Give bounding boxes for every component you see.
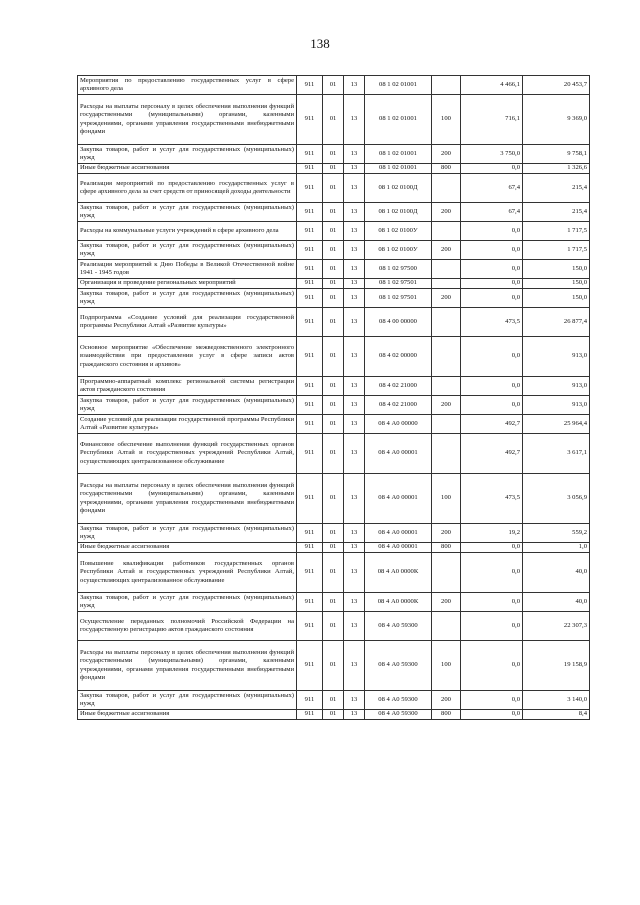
cell-section: 01 (323, 474, 344, 524)
cell-amount-2: 150,0 (523, 260, 590, 279)
cell-name: Подпрограмма «Создание условий для реализации государственной программы Республики Алтай «Развитие культуры» (78, 308, 297, 337)
cell-expense-type: 200 (432, 524, 461, 543)
cell-target-article: 08 4 А0 59300 (365, 612, 432, 641)
cell-subsection: 13 (344, 289, 365, 308)
cell-code: 911 (297, 95, 323, 145)
cell-amount-1: 716,1 (461, 95, 523, 145)
cell-section: 01 (323, 95, 344, 145)
table-row (78, 260, 590, 279)
cell-subsection: 13 (344, 691, 365, 710)
cell-section: 01 (323, 222, 344, 241)
cell-section: 01 (323, 396, 344, 415)
cell-name: Закупка товаров, работ и услуг для государственных (муниципальных) нужд (78, 691, 297, 710)
table-row (78, 553, 590, 593)
table-row (78, 377, 590, 396)
cell-expense-type (432, 377, 461, 396)
cell-section: 01 (323, 543, 344, 553)
cell-amount-1: 0,0 (461, 241, 523, 260)
cell-name: Реализация мероприятий по предоставлению государственных услуг в сфере архивного дела за счет средств от приносящей доходы деятельности (78, 174, 297, 203)
cell-target-article: 08 1 02 0100У (365, 222, 432, 241)
cell-expense-type: 200 (432, 289, 461, 308)
table-row (78, 434, 590, 474)
cell-section: 01 (323, 593, 344, 612)
cell-code: 911 (297, 691, 323, 710)
cell-name: Реализация мероприятий к Дню Победы в Великой Отечественной войне 1941 - 1945 годов (78, 260, 297, 279)
cell-code: 911 (297, 289, 323, 308)
table-row (78, 95, 590, 145)
table-row (78, 279, 590, 289)
cell-name: Расходы на выплаты персоналу в целях обеспечения выполнения функций государственными (муниципальными) органами, казенными учреждениями, органами управления государственными внебюджетными фондами (78, 474, 297, 524)
cell-expense-type (432, 612, 461, 641)
cell-code: 911 (297, 260, 323, 279)
cell-amount-2: 913,0 (523, 377, 590, 396)
cell-target-article: 08 4 А0 0000К (365, 593, 432, 612)
cell-code: 911 (297, 377, 323, 396)
cell-code: 911 (297, 203, 323, 222)
budget-table-body (78, 76, 590, 720)
table-row (78, 593, 590, 612)
cell-target-article: 08 1 02 97501 (365, 289, 432, 308)
cell-amount-2: 150,0 (523, 279, 590, 289)
cell-name: Закупка товаров, работ и услуг для государственных (муниципальных) нужд (78, 593, 297, 612)
cell-amount-2: 215,4 (523, 203, 590, 222)
table-row (78, 174, 590, 203)
cell-subsection: 13 (344, 241, 365, 260)
cell-amount-1: 19,2 (461, 524, 523, 543)
cell-subsection: 13 (344, 76, 365, 95)
cell-name: Финансовое обеспечение выполнения функций государственных органов Республики Алтай и государственных учреждений Республики Алтай, осуществляющих централизованное обслуживание (78, 434, 297, 474)
cell-code: 911 (297, 593, 323, 612)
cell-code: 911 (297, 164, 323, 174)
cell-section: 01 (323, 308, 344, 337)
cell-code: 911 (297, 641, 323, 691)
cell-name: Расходы на коммунальные услуги учреждений в сфере архивного дела (78, 222, 297, 241)
cell-subsection: 13 (344, 543, 365, 553)
cell-subsection: 13 (344, 434, 365, 474)
cell-amount-2: 1 717,5 (523, 222, 590, 241)
cell-subsection: 13 (344, 474, 365, 524)
cell-section: 01 (323, 145, 344, 164)
cell-amount-1: 0,0 (461, 279, 523, 289)
cell-expense-type (432, 260, 461, 279)
cell-code: 911 (297, 241, 323, 260)
cell-name: Закупка товаров, работ и услуг для государственных (муниципальных) нужд (78, 396, 297, 415)
table-row (78, 289, 590, 308)
cell-amount-2: 3 056,9 (523, 474, 590, 524)
cell-code: 911 (297, 308, 323, 337)
cell-subsection: 13 (344, 260, 365, 279)
cell-section: 01 (323, 76, 344, 95)
cell-amount-1: 67,4 (461, 174, 523, 203)
cell-code: 911 (297, 279, 323, 289)
cell-section: 01 (323, 289, 344, 308)
table-row (78, 415, 590, 434)
cell-amount-2: 3 140,0 (523, 691, 590, 710)
cell-code: 911 (297, 543, 323, 553)
cell-name: Расходы на выплаты персоналу в целях обеспечения выполнения функций государственными (муниципальными) органами, казенными учреждениями, органами управления государственными внебюджетными фондами (78, 95, 297, 145)
table-row (78, 241, 590, 260)
cell-amount-1: 0,0 (461, 543, 523, 553)
cell-target-article: 08 1 02 97500 (365, 260, 432, 279)
cell-subsection: 13 (344, 279, 365, 289)
cell-amount-1: 492,7 (461, 415, 523, 434)
cell-section: 01 (323, 415, 344, 434)
cell-amount-1: 0,0 (461, 377, 523, 396)
cell-subsection: 13 (344, 593, 365, 612)
cell-amount-1: 67,4 (461, 203, 523, 222)
cell-expense-type (432, 434, 461, 474)
cell-section: 01 (323, 612, 344, 641)
table-row (78, 641, 590, 691)
cell-amount-2: 8,4 (523, 710, 590, 720)
cell-code: 911 (297, 337, 323, 377)
cell-subsection: 13 (344, 95, 365, 145)
table-row (78, 222, 590, 241)
table-row (78, 164, 590, 174)
cell-amount-1: 473,5 (461, 308, 523, 337)
cell-amount-1: 0,0 (461, 289, 523, 308)
cell-subsection: 13 (344, 377, 365, 396)
cell-expense-type: 100 (432, 641, 461, 691)
cell-name: Программно-аппаратный комплекс региональной системы регистрации актов гражданского состояния (78, 377, 297, 396)
cell-code: 911 (297, 222, 323, 241)
cell-expense-type: 800 (432, 164, 461, 174)
cell-expense-type: 200 (432, 241, 461, 260)
cell-expense-type: 100 (432, 95, 461, 145)
cell-code: 911 (297, 415, 323, 434)
cell-target-article: 08 1 02 01001 (365, 76, 432, 95)
cell-target-article: 08 4 А0 0000К (365, 553, 432, 593)
cell-code: 911 (297, 710, 323, 720)
cell-name: Основное мероприятие «Обеспечение межведомственного электронного взаимодействия при предоставлении услуг в сфере записи актов гражданского состояния и архивов» (78, 337, 297, 377)
cell-target-article: 08 4 А0 00001 (365, 543, 432, 553)
cell-expense-type (432, 553, 461, 593)
cell-name: Мероприятия по предоставлению государственных услуг в сфере архивного дела (78, 76, 297, 95)
cell-amount-2: 26 877,4 (523, 308, 590, 337)
table-row (78, 474, 590, 524)
cell-section: 01 (323, 164, 344, 174)
cell-amount-2: 9 758,1 (523, 145, 590, 164)
cell-expense-type: 200 (432, 593, 461, 612)
cell-target-article: 08 4 А0 00001 (365, 524, 432, 543)
cell-amount-2: 19 158,9 (523, 641, 590, 691)
cell-code: 911 (297, 524, 323, 543)
cell-code: 911 (297, 612, 323, 641)
cell-amount-2: 559,2 (523, 524, 590, 543)
cell-amount-1: 0,0 (461, 641, 523, 691)
cell-target-article: 08 4 А0 59300 (365, 641, 432, 691)
cell-subsection: 13 (344, 164, 365, 174)
cell-subsection: 13 (344, 396, 365, 415)
cell-target-article: 08 4 02 00000 (365, 337, 432, 377)
cell-amount-2: 1 326,6 (523, 164, 590, 174)
cell-section: 01 (323, 641, 344, 691)
cell-target-article: 08 1 02 0100Д (365, 174, 432, 203)
cell-section: 01 (323, 553, 344, 593)
cell-name: Закупка товаров, работ и услуг для государственных (муниципальных) нужд (78, 145, 297, 164)
cell-expense-type: 200 (432, 145, 461, 164)
cell-code: 911 (297, 174, 323, 203)
cell-name: Закупка товаров, работ и услуг для государственных (муниципальных) нужд (78, 241, 297, 260)
cell-amount-1: 0,0 (461, 691, 523, 710)
cell-amount-1: 0,0 (461, 593, 523, 612)
cell-target-article: 08 4 А0 00001 (365, 434, 432, 474)
cell-amount-2: 150,0 (523, 289, 590, 308)
cell-expense-type: 200 (432, 203, 461, 222)
table-row (78, 612, 590, 641)
cell-name: Создание условий для реализации государственной программы Республики Алтай «Развитие культуры» (78, 415, 297, 434)
table-row (78, 145, 590, 164)
cell-target-article: 08 4 А0 59300 (365, 691, 432, 710)
cell-name: Повышение квалификации работников государственных органов Республики Алтай и государственных учреждений Республики Алтай, осуществляющих централизованное обслуживание (78, 553, 297, 593)
cell-section: 01 (323, 377, 344, 396)
cell-amount-2: 1 717,5 (523, 241, 590, 260)
cell-amount-1: 0,0 (461, 337, 523, 377)
table-row (78, 396, 590, 415)
cell-expense-type (432, 174, 461, 203)
cell-target-article: 08 1 02 01001 (365, 164, 432, 174)
cell-target-article: 08 4 02 21000 (365, 396, 432, 415)
cell-target-article: 08 1 02 01001 (365, 145, 432, 164)
cell-amount-2: 9 369,0 (523, 95, 590, 145)
cell-subsection: 13 (344, 174, 365, 203)
cell-expense-type (432, 337, 461, 377)
cell-code: 911 (297, 76, 323, 95)
cell-amount-1: 0,0 (461, 396, 523, 415)
cell-amount-1: 0,0 (461, 222, 523, 241)
cell-amount-2: 3 617,1 (523, 434, 590, 474)
cell-section: 01 (323, 691, 344, 710)
cell-expense-type (432, 279, 461, 289)
cell-subsection: 13 (344, 524, 365, 543)
cell-subsection: 13 (344, 337, 365, 377)
cell-expense-type (432, 76, 461, 95)
cell-target-article: 08 1 02 0100Д (365, 203, 432, 222)
cell-target-article: 08 4 00 00000 (365, 308, 432, 337)
cell-expense-type (432, 308, 461, 337)
cell-name: Осуществление переданных полномочий Российской Федерации на государственную регистрацию актов гражданского состояния (78, 612, 297, 641)
cell-amount-2: 22 307,3 (523, 612, 590, 641)
cell-name: Закупка товаров, работ и услуг для государственных (муниципальных) нужд (78, 524, 297, 543)
cell-name: Иные бюджетные ассигнования (78, 543, 297, 553)
cell-target-article: 08 1 02 0100У (365, 241, 432, 260)
cell-subsection: 13 (344, 222, 365, 241)
cell-name: Иные бюджетные ассигнования (78, 164, 297, 174)
cell-amount-2: 913,0 (523, 396, 590, 415)
cell-expense-type: 200 (432, 691, 461, 710)
cell-subsection: 13 (344, 641, 365, 691)
cell-subsection: 13 (344, 308, 365, 337)
cell-subsection: 13 (344, 612, 365, 641)
table-row (78, 543, 590, 553)
cell-amount-1: 3 750,0 (461, 145, 523, 164)
cell-subsection: 13 (344, 415, 365, 434)
cell-subsection: 13 (344, 710, 365, 720)
cell-section: 01 (323, 241, 344, 260)
cell-expense-type: 800 (432, 543, 461, 553)
cell-amount-2: 1,0 (523, 543, 590, 553)
table-row (78, 691, 590, 710)
cell-amount-1: 4 466,1 (461, 76, 523, 95)
cell-code: 911 (297, 145, 323, 164)
table-row (78, 524, 590, 543)
cell-target-article: 08 1 02 97501 (365, 279, 432, 289)
cell-expense-type (432, 415, 461, 434)
cell-amount-2: 40,0 (523, 553, 590, 593)
cell-amount-1: 492,7 (461, 434, 523, 474)
cell-code: 911 (297, 474, 323, 524)
cell-amount-1: 0,0 (461, 164, 523, 174)
table-row (78, 76, 590, 95)
cell-name: Расходы на выплаты персоналу в целях обеспечения выполнения функций государственными (муниципальными) органами, казенными учреждениями, органами управления государственными внебюджетными фондами (78, 641, 297, 691)
cell-section: 01 (323, 174, 344, 203)
cell-target-article: 08 4 02 21000 (365, 377, 432, 396)
cell-target-article: 08 4 А0 00000 (365, 415, 432, 434)
table-row (78, 308, 590, 337)
cell-amount-1: 473,5 (461, 474, 523, 524)
cell-subsection: 13 (344, 145, 365, 164)
cell-section: 01 (323, 337, 344, 377)
cell-amount-1: 0,0 (461, 612, 523, 641)
cell-section: 01 (323, 279, 344, 289)
cell-subsection: 13 (344, 203, 365, 222)
cell-amount-2: 40,0 (523, 593, 590, 612)
cell-amount-2: 913,0 (523, 337, 590, 377)
cell-name: Иные бюджетные ассигнования (78, 710, 297, 720)
cell-expense-type: 100 (432, 474, 461, 524)
cell-expense-type: 200 (432, 396, 461, 415)
cell-section: 01 (323, 203, 344, 222)
cell-section: 01 (323, 260, 344, 279)
cell-name: Организация и проведение региональных мероприятий (78, 279, 297, 289)
cell-amount-2: 25 964,4 (523, 415, 590, 434)
budget-table (77, 75, 590, 720)
cell-section: 01 (323, 710, 344, 720)
table-row (78, 337, 590, 377)
cell-subsection: 13 (344, 553, 365, 593)
table-row (78, 710, 590, 720)
cell-expense-type: 800 (432, 710, 461, 720)
cell-amount-1: 0,0 (461, 710, 523, 720)
cell-section: 01 (323, 524, 344, 543)
page-number: 138 (310, 36, 330, 51)
table-row (78, 203, 590, 222)
cell-amount-2: 20 453,7 (523, 76, 590, 95)
cell-section: 01 (323, 434, 344, 474)
cell-code: 911 (297, 434, 323, 474)
cell-amount-1: 0,0 (461, 553, 523, 593)
cell-amount-1: 0,0 (461, 260, 523, 279)
cell-target-article: 08 4 А0 00001 (365, 474, 432, 524)
cell-name: Закупка товаров, работ и услуг для государственных (муниципальных) нужд (78, 203, 297, 222)
cell-target-article: 08 1 02 01001 (365, 95, 432, 145)
cell-target-article: 08 4 А0 59300 (365, 710, 432, 720)
cell-code: 911 (297, 396, 323, 415)
cell-name: Закупка товаров, работ и услуг для государственных (муниципальных) нужд (78, 289, 297, 308)
cell-code: 911 (297, 553, 323, 593)
cell-amount-2: 215,4 (523, 174, 590, 203)
cell-expense-type (432, 222, 461, 241)
